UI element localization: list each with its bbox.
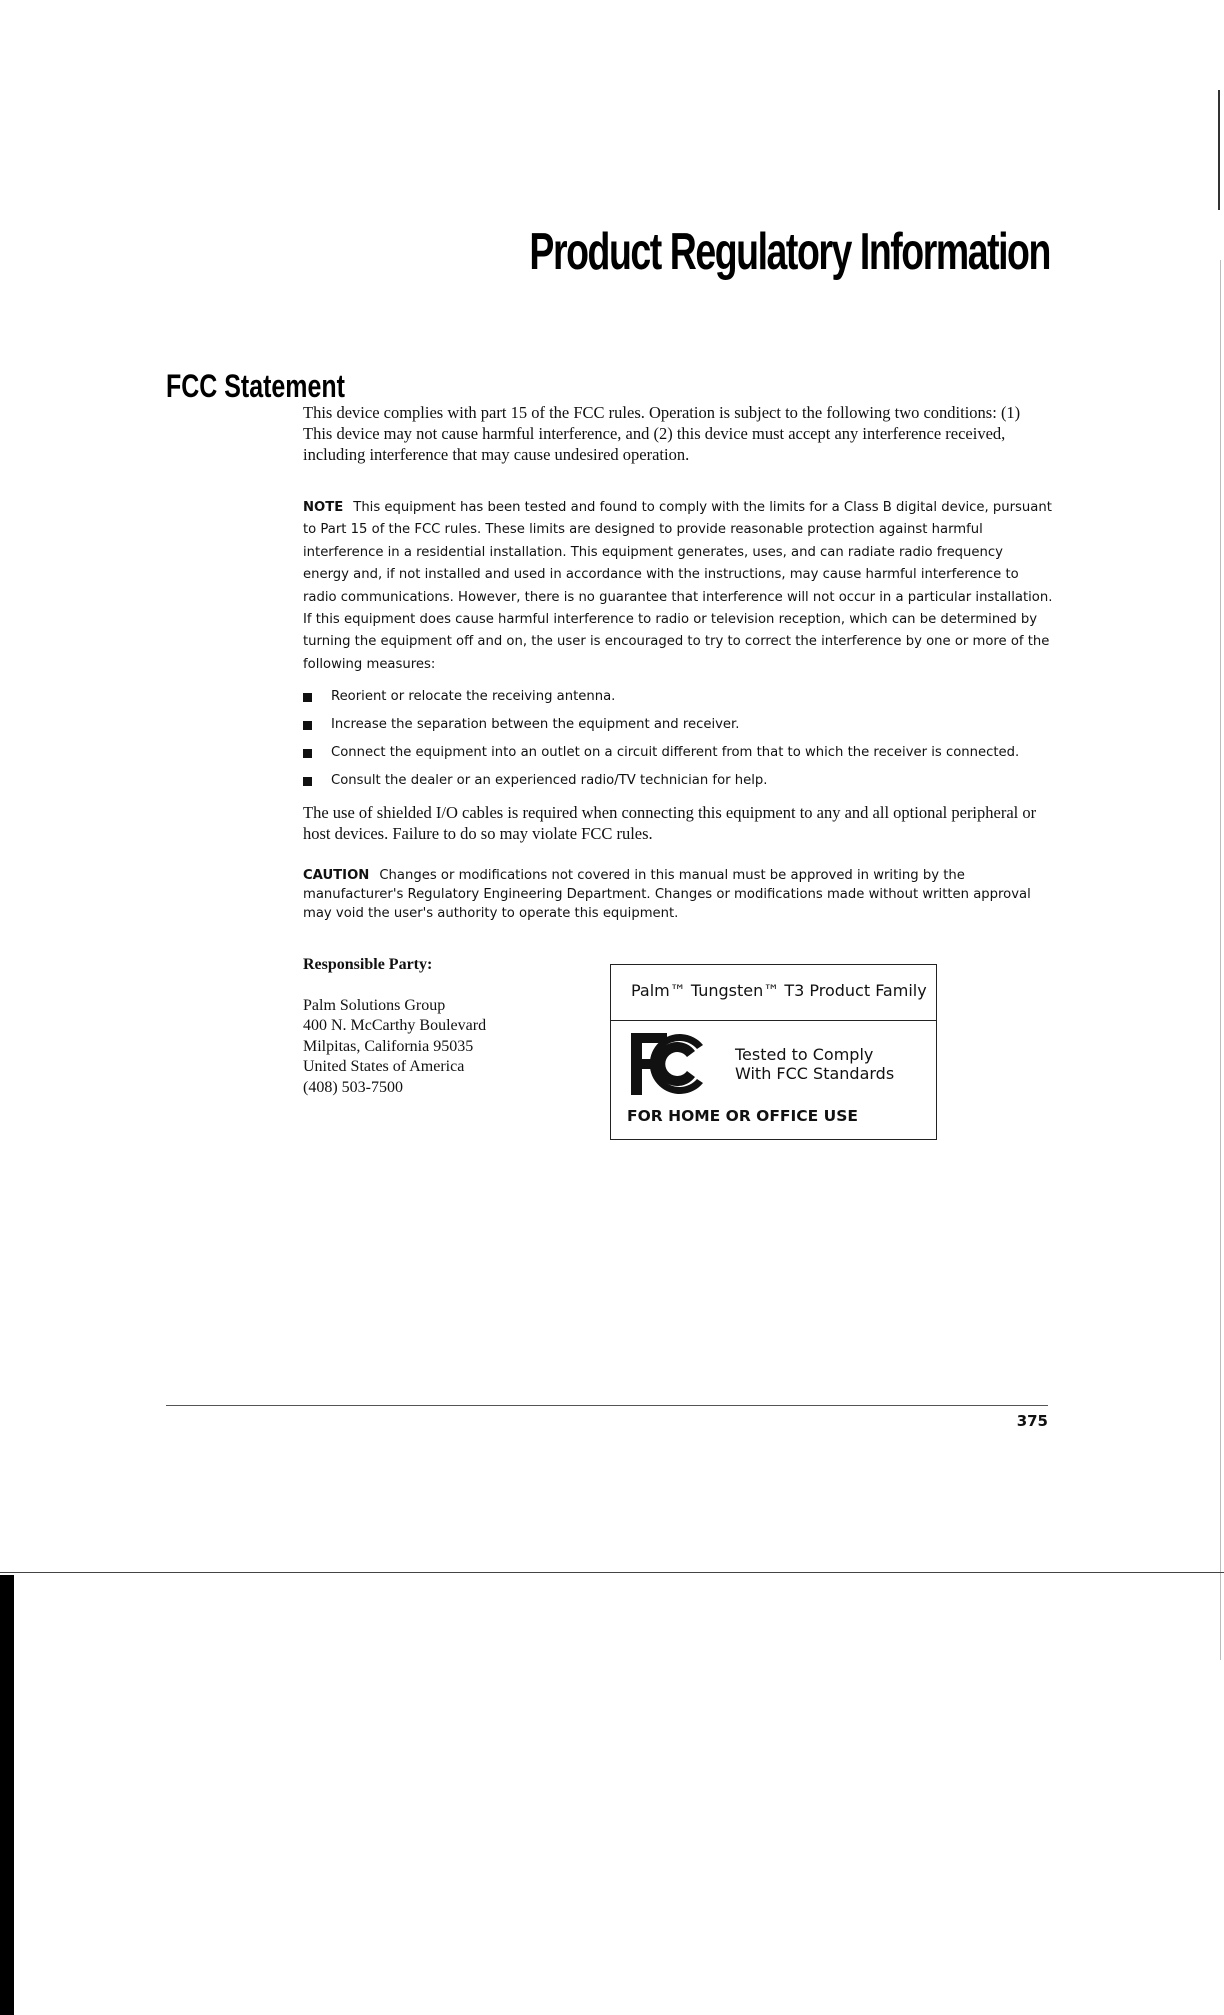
responsible-party [303,955,563,1098]
party-city: Milpitas, California 95035 [303,1037,474,1055]
scan-binding-edge [0,1575,14,2015]
party-phone: (408) 503-7500 [303,1078,403,1096]
bullet-square-icon [303,749,312,758]
section-heading: FCC Statement [166,368,345,404]
list-item [303,770,1063,798]
party-country: United States of America [303,1058,465,1075]
caution-paragraph [303,866,1053,923]
shielded-cables-paragraph: The use of shielded I/O cables is required when connecting this equipment to any and all optional peripheral or host devices. Failure to do so may violate FCC rules. [303,803,1037,843]
bullet-square-icon [303,721,312,730]
measures-list [303,686,1063,798]
list-item-text: Reorient or relocate the receiving antenna. [331,689,616,704]
list-item [303,714,1063,742]
bullet-square-icon [303,777,312,786]
page-number: 375 [1016,1412,1048,1430]
party-street: 400 N. McCarthy Boulevard [303,1017,487,1034]
list-item [303,686,1063,714]
list-item [303,742,1063,770]
fcc-comply-line: Tested to Comply [735,1045,874,1064]
fcc-compliance-label [610,964,937,1140]
page-title: Product Regulatory Information [529,223,1050,281]
list-item-text: Connect the equipment into an outlet on a circuit different from that to which the receiver is connected. [331,745,1020,760]
scan-fold-line [0,1572,1224,1573]
bullet-square-icon [303,693,312,702]
fcc-use-statement: FOR HOME OR OFFICE USE [627,1107,858,1125]
caution-label: CAUTION [303,868,370,883]
fcc-logo-icon [627,1029,707,1099]
scan-edge-mark [1218,90,1220,210]
party-company: Palm Solutions Group [303,996,446,1014]
note-paragraph [303,497,1053,676]
fcc-box-divider [611,1020,936,1021]
note-label: NOTE [303,500,344,515]
responsible-party-title: Responsible Party: [303,956,433,973]
footer-rule [166,1405,1048,1406]
note-text: This equipment has been tested and found to comply with the limits for a Class B digital device, pursuant to Part 15 of the FCC rules. These limits are designed to provide reasonable protection against harmful interference in a residential installation. This equipment generates, uses, and can radiate radio frequency energy and, if not installed and used in accordance with the instructions, may cause harmful interference to radio communications. However, there is no guarantee that interference will not occur in a particular installation. If this equipment does cause harmful interference to radio or television reception, which can be determined by turning the equipment off and on, the user is encouraged to try to correct the interference by one or more of the following measures: [303,500,1053,672]
intro-paragraph: This device complies with part 15 of the FCC rules. Operation is subject to the following two conditions: (1) This device may not cause harmful interference, and (2) this device must accept any interference received, including interference that may cause undesired operation. [303,403,1021,464]
fcc-comply-line: With FCC Standards [735,1064,895,1083]
caution-text: Changes or modifications not covered in this manual must be approved in writing by the manufacturer's Regulatory Engineering Department. Changes or modifications made without written approval may void the user's authority to operate this equipment. [303,868,1031,921]
fcc-product-family: Palm™ Tungsten™ T3 Product Family [631,981,927,1000]
list-item-text: Consult the dealer or an experienced radio/TV technician for help. [331,773,768,788]
fcc-comply-text [735,1045,894,1083]
scan-edge-mark [1220,260,1221,1660]
list-item-text: Increase the separation between the equipment and receiver. [331,717,740,732]
